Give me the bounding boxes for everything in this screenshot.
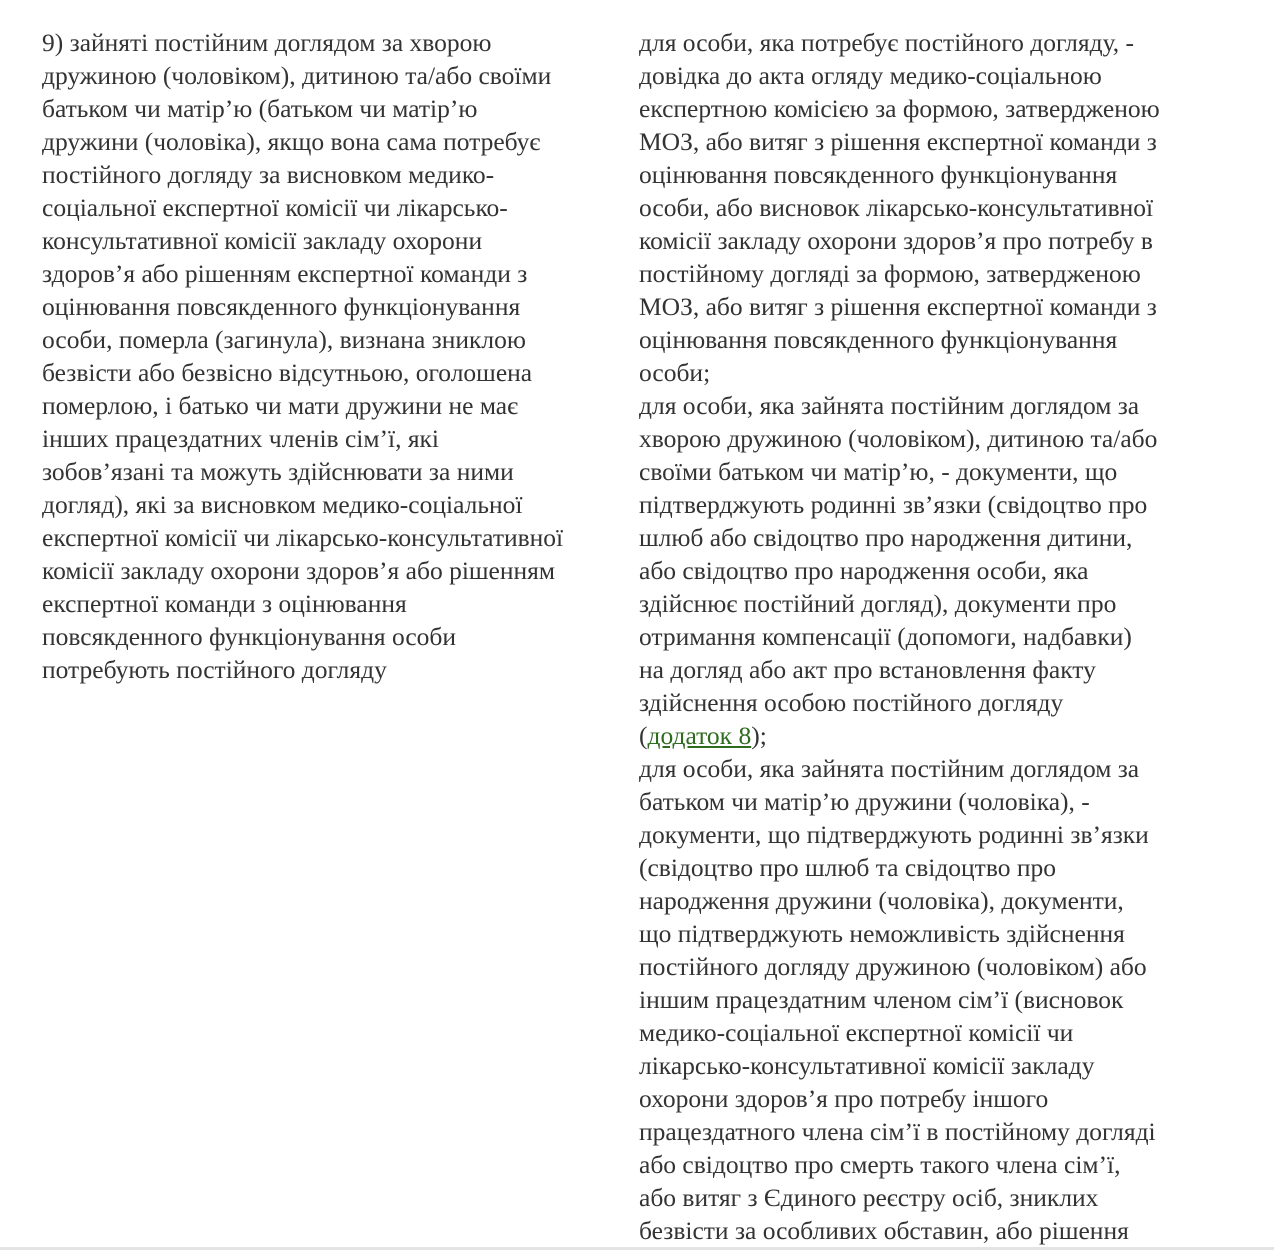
text-line: безвісти за особливих обставин, або рішення xyxy=(639,1216,1129,1245)
text-line: оцінювання повсякденного функціонування xyxy=(639,160,1118,189)
text-line: оцінювання повсякденного функціонування xyxy=(42,292,521,321)
text-line: охорони здоров’я про потребу іншого xyxy=(639,1084,1049,1113)
text-line: експертною комісією за формою, затвердженою xyxy=(639,94,1160,123)
text-line: для особи, яка потребує постійного догляду, - xyxy=(639,28,1135,57)
appendix-8-link[interactable]: додаток 8 xyxy=(647,721,752,750)
text-line: повсякденного функціонування особи xyxy=(42,622,457,651)
text-line: комісії закладу охорони здоров’я або рішенням xyxy=(42,556,556,585)
text-line: 9) зайняті постійним доглядом за хворою xyxy=(42,28,492,57)
text-line: інших працездатних членів сім’ї, які xyxy=(42,424,440,453)
text-line: або витяг з Єдиного реєстру осіб, зниклих xyxy=(639,1183,1099,1212)
text-line: померлою, і батько чи мати дружини не має xyxy=(42,391,519,420)
text-line: особи, померла (загинула), визнана зниклою xyxy=(42,325,526,354)
text-line: для особи, яка зайнята постійним доглядом за xyxy=(639,754,1140,783)
link-suffix: ); xyxy=(751,721,767,750)
text-line: (свідоцтво про шлюб та свідоцтво про xyxy=(639,853,1056,882)
left-column-condition-text xyxy=(42,26,638,686)
text-line: постійного догляду за висновком медико- xyxy=(42,160,495,189)
text-line: або свідоцтво про народження особи, яка xyxy=(639,556,1089,585)
text-line: отримання компенсації (допомоги, надбавки) xyxy=(639,622,1132,651)
text-line: оцінювання повсякденного функціонування xyxy=(639,325,1118,354)
text-line: для особи, яка зайнята постійним доглядом за xyxy=(639,391,1140,420)
appendix-reference-line xyxy=(639,719,1239,752)
text-line: документи, що підтверджують родинні зв’язки xyxy=(639,820,1149,849)
text-line: постійного догляду дружиною (чоловіком) або xyxy=(639,952,1147,981)
text-line: лікарсько-консультативної комісії закладу xyxy=(639,1051,1095,1080)
text-line: дружиною (чоловіком), дитиною та/або своїми xyxy=(42,61,552,90)
text-line: експертної комісії чи лікарсько-консультативної xyxy=(42,523,564,552)
text-line: здоров’я або рішенням експертної команди з xyxy=(42,259,528,288)
text-line: народження дружини (чоловіка), документи, xyxy=(639,886,1124,915)
text-line: МОЗ, або витяг з рішення експертної команди з xyxy=(639,292,1157,321)
text-line: хворою дружиною (чоловіком), дитиною та/або xyxy=(639,424,1158,453)
text-line: особи, або висновок лікарсько-консультативної xyxy=(639,193,1154,222)
text-line: медико-соціальної експертної комісії чи xyxy=(639,1018,1074,1047)
text-line: МОЗ, або витяг з рішення експертної команди з xyxy=(639,127,1157,156)
text-line: іншим працездатним членом сім’ї (висновок xyxy=(639,985,1124,1014)
text-line: шлюб або свідоцтво про народження дитини, xyxy=(639,523,1133,552)
right-column-required-documents xyxy=(639,26,1239,1247)
text-line: підтверджують родинні зв’язки (свідоцтво про xyxy=(639,490,1148,519)
text-line: батьком чи матір’ю (батьком чи матір’ю xyxy=(42,94,478,123)
text-line: працездатного члена сім’ї в постійному догляді xyxy=(639,1117,1156,1146)
text-line: здійснення особою постійного догляду xyxy=(639,688,1064,717)
text-line: особи; xyxy=(639,358,711,387)
link-prefix: ( xyxy=(639,721,648,750)
text-line: соціальної експертної комісії чи лікарсько- xyxy=(42,193,508,222)
text-line: безвісти або безвісно відсутньою, оголошена xyxy=(42,358,533,387)
text-line: зобов’язані та можуть здійснювати за ними xyxy=(42,457,514,486)
text-line: дружини (чоловіка), якщо вона сама потребує xyxy=(42,127,541,156)
text-line: що підтверджують неможливість здійснення xyxy=(639,919,1125,948)
text-line: здійснює постійний догляд), документи про xyxy=(639,589,1117,618)
text-line: експертної команди з оцінювання xyxy=(42,589,407,618)
text-line: комісії закладу охорони здоров’я про потребу в xyxy=(639,226,1153,255)
text-line: довідка до акта огляду медико-соціальною xyxy=(639,61,1102,90)
text-line: або свідоцтво про смерть такого члена сім’ї, xyxy=(639,1150,1121,1179)
text-line: своїми батьком чи матір’ю, - документи, що xyxy=(639,457,1118,486)
text-line: потребують постійного догляду xyxy=(42,655,387,684)
text-line: на догляд або акт про встановлення факту xyxy=(639,655,1096,684)
text-line: постійному догляді за формою, затвердженою xyxy=(639,259,1141,288)
text-line: консультативної комісії закладу охорони xyxy=(42,226,483,255)
text-line: догляд), які за висновком медико-соціальної xyxy=(42,490,523,519)
text-line: батьком чи матір’ю дружини (чоловіка), - xyxy=(639,787,1090,816)
